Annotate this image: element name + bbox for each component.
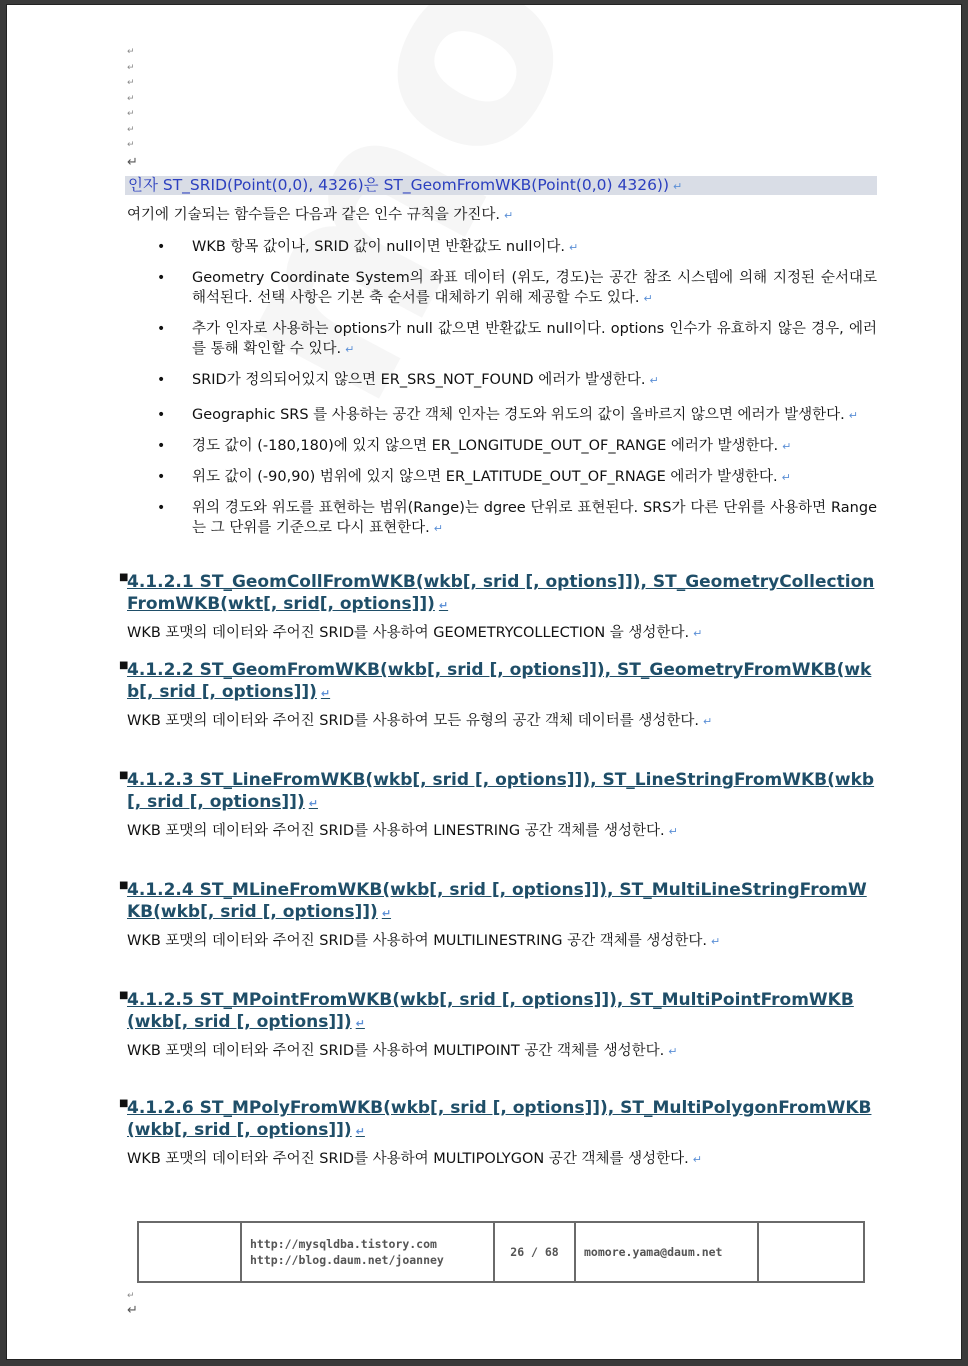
section-marker: ■ [119, 660, 129, 671]
paragraph-mark: ↵ [649, 374, 659, 387]
paragraph-mark: ↵ [782, 440, 792, 453]
paragraph-mark: ↵ [643, 292, 653, 305]
section-description: WKB 포맷의 데이터와 주어진 SRID를 사용하여 MULTIPOINT 공간 객체를 생성한다. ↵ [127, 1043, 678, 1059]
footer-empty-cell [138, 1222, 241, 1282]
paragraph-mark: ↵ [127, 1291, 135, 1301]
section-4-1-2-2 [119, 659, 877, 732]
paragraph-mark: ↵ [433, 522, 443, 535]
section-heading: 4.1.2.6 ST_MPolyFromWKB(wkb[, srid [, options]]), ST_MultiPolygonFromWKB(wkb[, srid [, options]]) ↵ [127, 1098, 872, 1140]
paragraph-mark: ↵ [568, 241, 579, 254]
section-description: WKB 포맷의 데이터와 주어진 SRID를 사용하여 LINESTRING 공간 객체를 생성한다. ↵ [127, 823, 678, 839]
list-item [157, 405, 877, 426]
section-marker: ■ [119, 880, 129, 891]
section-description: WKB 포맷의 데이터와 주어진 SRID를 사용하여 GEOMETRYCOLLECTION 을 생성한다. ↵ [127, 625, 703, 641]
section-heading: 4.1.2.5 ST_MPointFromWKB(wkb[, srid [, options]]), ST_MultiPointFromWKB(wkb[, srid [, options]]) ↵ [127, 990, 854, 1032]
list-item [157, 237, 877, 258]
highlighted-example-line: 인자 ST_SRID(Point(0,0), 4326)은 ST_GeomFromWKB(Point(0,0) 4326)) ↵ [125, 176, 877, 195]
section-marker: ■ [119, 572, 129, 583]
paragraph-mark: ↵ [345, 343, 355, 356]
bullet-dot: • [157, 321, 166, 337]
bullet-dot: • [157, 469, 166, 485]
section-4-1-2-3 [119, 769, 877, 842]
bullet-dot: • [157, 270, 166, 286]
list-item [157, 319, 877, 360]
section-heading: 4.1.2.1 ST_GeomCollFromWKB(wkb[, srid [, options]]), ST_GeometryCollectionFromWKB(wkt[, srid[, options]]) ↵ [127, 572, 875, 614]
paragraph-mark: ↵ [127, 78, 135, 88]
blog-url-2[interactable]: http://blog.daum.net/joanney [250, 1253, 444, 1267]
empty-paragraph-marks [127, 45, 138, 172]
paragraph-mark: ↵ [127, 62, 135, 73]
blog-url-1[interactable]: http://mysqldba.tistory.com [250, 1237, 437, 1251]
section-4-1-2-4 [119, 879, 877, 952]
section-heading: 4.1.2.3 ST_LineFromWKB(wkb[, srid [, options]]), ST_LineStringFromWKB(wkb[, srid [, options]]) ↵ [127, 770, 875, 812]
trailing-paragraph-marks [127, 1289, 138, 1319]
author-email[interactable]: momore.yama@daum.net [575, 1222, 758, 1282]
intro-paragraph: 여기에 기술되는 함수들은 다음과 같은 인수 규칙을 가진다. ↵ [127, 207, 514, 223]
section-heading: 4.1.2.4 ST_MLineFromWKB(wkb[, srid [, options]]), ST_MultiLineStringFromWKB(wkb[, srid [, options]]) ↵ [127, 880, 867, 922]
section-marker: ■ [119, 990, 129, 1001]
list-item-text: WKB 항목 값이나, SRID 값이 null이면 반환값도 null이다. [192, 239, 565, 255]
paragraph-mark: ↵ [127, 154, 138, 170]
bullet-dot: • [157, 407, 166, 423]
page-number: 26 / 68 [494, 1222, 575, 1282]
paragraph-mark: ↵ [127, 109, 135, 119]
section-heading: 4.1.2.2 ST_GeomFromWKB(wkb[, srid [, options]]), ST_GeometryFromWKB(wkb[, srid [, options]]) ↵ [127, 660, 872, 702]
list-item-text: 위도 값이 (-90,90) 범위에 있지 않으면 ER_LATITUDE_OUT_OF_RNAGE 에러가 발생한다. [192, 469, 778, 485]
section-4-1-2-1 [119, 571, 877, 644]
page-footer [137, 1221, 865, 1283]
argument-rules-list [157, 237, 877, 539]
document-page [6, 4, 962, 1360]
section-description: WKB 포맷의 데이터와 주어진 SRID를 사용하여 MULTIPOLYGON 공간 객체를 생성한다. ↵ [127, 1151, 702, 1167]
section-description: WKB 포맷의 데이터와 주어진 SRID를 사용하여 MULTILINESTRING 공간 객체를 생성한다. ↵ [127, 933, 721, 949]
list-item [157, 370, 877, 391]
list-item-text: SRID가 정의되어있지 않으면 ER_SRS_NOT_FOUND 에러가 발생한다. [192, 372, 646, 388]
footer-empty-cell [758, 1222, 864, 1282]
paragraph-mark: ↵ [127, 1303, 138, 1318]
list-item-text: Geometry Coordinate System의 좌표 데이터 (위도, 경도)는 공간 참조 시스템에 의해 지정된 순서대로 해석된다. 선택 사항은 기본 축 순서를 대체하기 위해 제공할 수도 있다. [192, 270, 877, 306]
section-marker: ■ [119, 770, 129, 781]
paragraph-mark: ↵ [127, 93, 135, 104]
paragraph-mark: ↵ [127, 140, 135, 150]
list-item-text: 추가 인자로 사용하는 options가 null 값으면 반환값도 null이다. options 인수가 유효하지 않은 경우, 에러를 통해 확인할 수 있다. [192, 321, 877, 357]
list-item [157, 498, 877, 539]
section-description: WKB 포맷의 데이터와 주어진 SRID를 사용하여 모든 유형의 공간 객체 데이터를 생성한다. ↵ [127, 713, 713, 729]
section-4-1-2-6 [119, 1097, 877, 1170]
list-item-text: Geographic SRS 를 사용하는 공간 객체 인자는 경도와 위도의 값이 올바르지 않으면 에러가 발생한다. [192, 407, 845, 423]
bullet-dot: • [157, 438, 166, 454]
section-marker: ■ [119, 1098, 129, 1109]
bullet-dot: • [157, 372, 166, 388]
paragraph-mark: ↵ [127, 47, 135, 57]
list-item [157, 467, 877, 488]
list-item [157, 436, 877, 457]
list-item-text: 경도 값이 (-180,180)에 있지 않으면 ER_LONGITUDE_OUT_OF_RANGE 에러가 발생한다. [192, 438, 779, 454]
list-item [157, 268, 877, 309]
section-4-1-2-5 [119, 989, 877, 1062]
bullet-dot: • [157, 500, 166, 516]
bullet-dot: • [157, 239, 166, 255]
paragraph-mark: ↵ [781, 471, 791, 484]
paragraph-mark: ↵ [127, 124, 135, 135]
paragraph-mark: ↵ [848, 409, 858, 422]
footer-urls [241, 1222, 494, 1282]
list-item-text: 위의 경도와 위도를 표현하는 범위(Range)는 dgree 단위로 표현된다. SRS가 다른 단위를 사용하면 Range는 그 단위를 기준으로 다시 표현한다. [192, 500, 877, 536]
